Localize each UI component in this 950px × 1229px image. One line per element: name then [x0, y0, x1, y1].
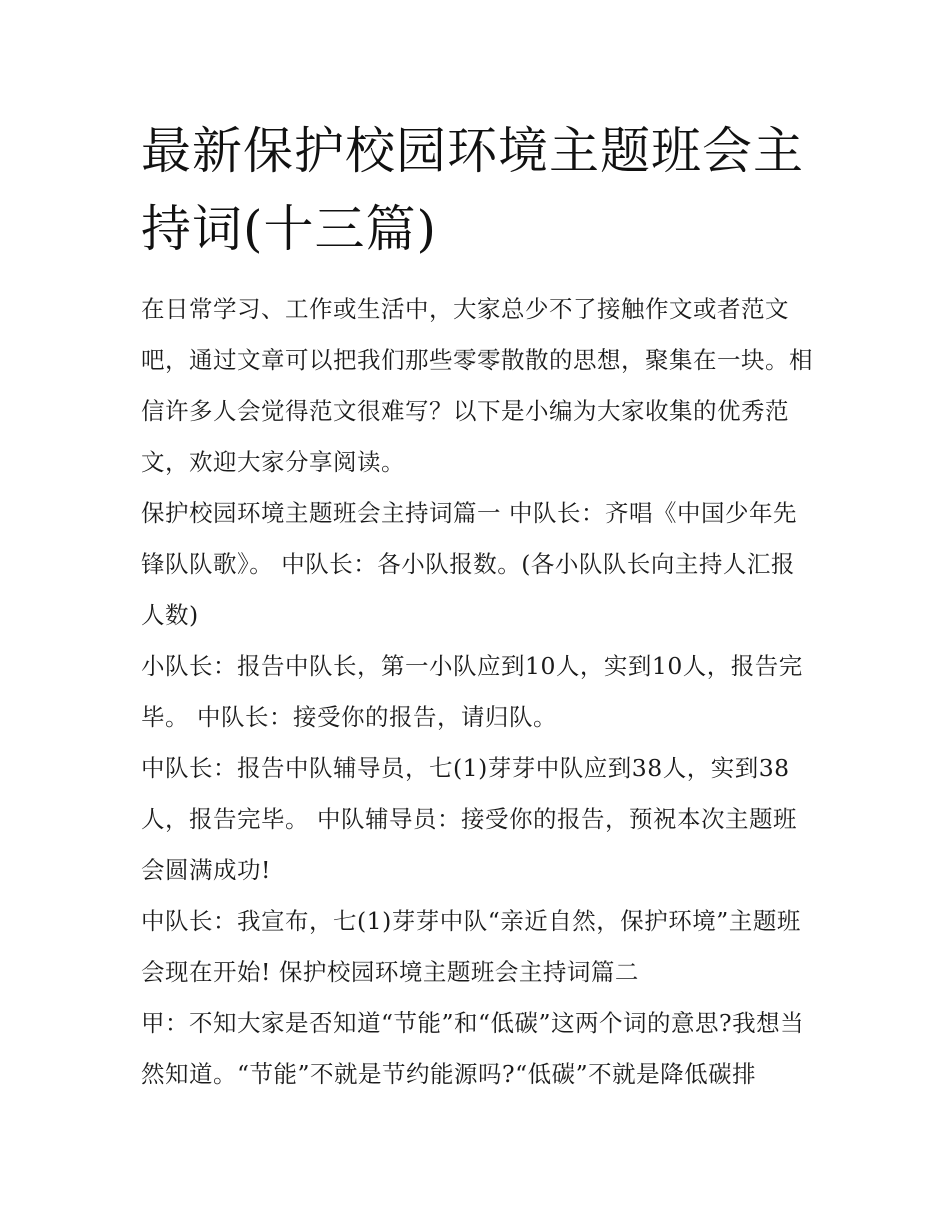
paragraph: 小队长：报告中队长，第一小队应到10人，实到10人，报告完毕。 中队长：接受你的报告，请归队。: [141, 652, 803, 731]
paragraph: 保护校园环境主题班会主持词篇一 中队长：齐唱《中国少年先锋队队歌》。 中队长：各小队报数。(各小队队长向主持人汇报人数): [141, 499, 797, 629]
document-body: [141, 284, 813, 1100]
document-page: [141, 112, 813, 1100]
title-line-2: 持词(十三篇): [141, 200, 438, 258]
intro-paragraph: 在日常学习、工作或生活中，大家总少不了接触作文或者范文吧，通过文章可以把我们那些零零散散的思想，聚集在一块。相信许多人会觉得范文很难写？以下是小编为大家收集的优秀范文，欢迎大家分享阅读。: [141, 295, 813, 476]
paragraph: 中队长：报告中队辅导员，七(1)芽芽中队应到38人，实到38人，报告完毕。 中队辅导员：接受你的报告，预祝本次主题班会圆满成功!: [141, 754, 797, 884]
document-title: [141, 112, 813, 268]
title-line-1: 最新保护校园环境主题班会主: [141, 122, 804, 180]
paragraph: 甲：不知大家是否知道“节能”和“低碳”这两个词的意思?我想当然知道。“节能”不就是节约能源吗?“低碳”不就是降低碳排: [141, 1009, 805, 1088]
paragraph: 中队长：我宣布，七(1)芽芽中队“亲近自然，保护环境”主题班会现在开始! 保护校园环境主题班会主持词篇二: [141, 907, 801, 986]
